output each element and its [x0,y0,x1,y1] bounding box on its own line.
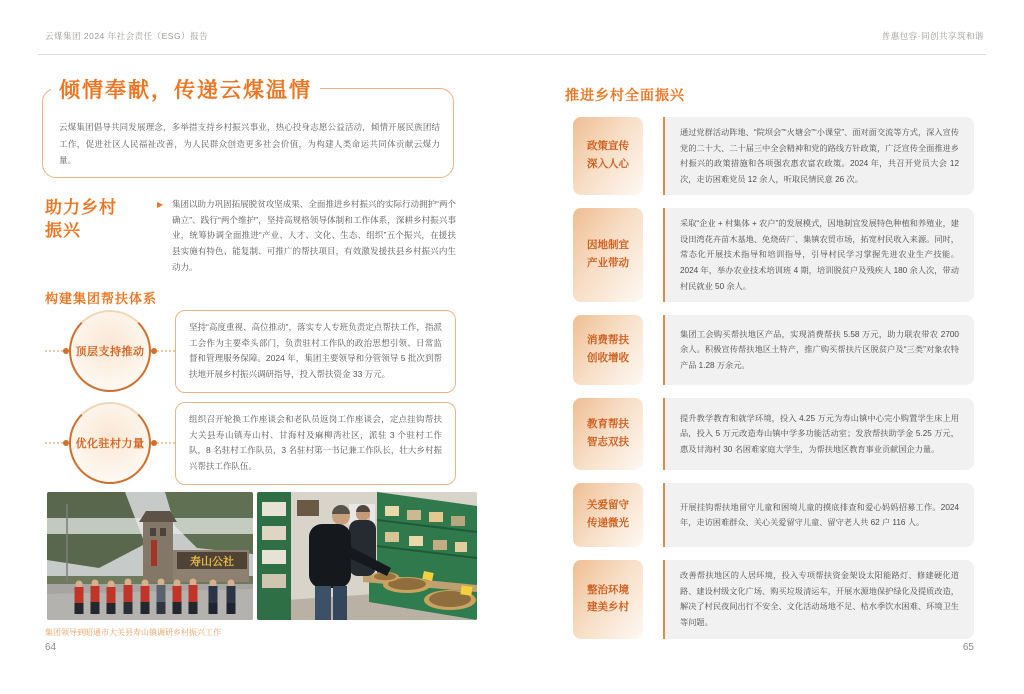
page-number-left: 64 [45,642,57,653]
page-title: 倾情奉献，传递云煤温情 [51,74,320,104]
item-body-box [663,315,974,385]
photo-shop-visit [257,492,477,620]
item-label: 关爱留守 传递微光 [573,483,643,547]
support-item-badge [69,310,151,392]
support-item-top-level [45,310,456,393]
item-left-behind-care [573,483,974,547]
spacer [643,117,663,195]
item-body-text: 采取“企业 + 村集体 + 农户”的发展模式，因地制宜发展特色种植和养殖业，建设田湾花卉苗木基地、免烧砖厂、集镇农贸市场，拓宽村民收入来源。同时，常态化开展技术指导和培训指导，引导村民学习掌握先进农业生产技能。2024 年，举办农业技术培训班 4 期，培训脱贫户及残疾人 180 余人次，带动村民就业 50 余人。 [680,219,959,291]
item-environment-improvement [573,560,974,638]
photo-shop-visit-illustration [257,492,477,620]
support-item-label: 顶层支持推动 [75,346,145,359]
support-item-badge-cluster [45,310,175,392]
support-item-badge-cluster [45,402,175,484]
support-item-badge [69,402,151,484]
item-body-box [663,117,974,195]
dotted-connector [157,442,175,444]
report-title-running-head: 云煤集团 2024 年社会责任（ESG）报告 [45,31,209,41]
section-heading-rural-revitalization: 助力乡村 振兴 [45,198,117,240]
subsection-heading-support-system: 构建集团帮扶体系 [45,291,158,306]
support-item-label: 优化驻村力量 [75,438,145,451]
item-policy-publicity [573,117,974,195]
photo-strip [47,492,477,620]
item-body-box [663,560,974,638]
spacer [643,208,663,302]
spacer [643,398,663,470]
photo-village-group-illustration [47,492,253,620]
item-label: 政策宣传 深入人心 [573,117,643,195]
item-body-text: 改善帮扶地区的人居环境，投入专项帮扶资金架设太阳能路灯、修建硬化道路、建设村级文化广场、购买垃圾清运车，开展水源地保护绿化及提质改造，解决了村民夜间出行不安全、文化活动场地不足、枯水季饮水困难、环境卫生等问题。 [680,571,959,627]
item-body-text: 开展挂钩帮扶地留守儿童和困境儿童的摸底排查和爱心妈妈招募工作。2024 年，走访困难群众、关心关爱留守儿童、留守老人共 62 户 116 人。 [680,502,959,528]
item-body-box [663,398,974,470]
support-item-village-teams [45,402,456,485]
support-item-text: 组织召开轮换工作座谈会和老队员返岗工作座谈会，定点挂钩帮扶大关县寿山镇寿山村、甘海村及麻柳湾社区，派驻 3 个驻村工作队，8 名驻村工作队员，3 名驻村第一书记兼工作队长，壮大乡村振兴帮扶工作队伍。 [175,402,456,485]
rural-revitalization-text: 集团以助力巩固拓展脱贫攻坚成果、全面推进乡村振兴的实际行动拥护“两个确立”、践行“两个维护”，坚持高规格领导体制和工作体系，深耕乡村振兴事业，统筹协调全面推进“产业、人才、文化、生态、组织”五个振兴，在援扶县实施有特色、能复制、可推广的帮扶项目，有效激发援扶县乡村振兴内生动力。 [172,199,456,272]
spacer [643,315,663,385]
item-label: 因地制宜 产业带动 [573,208,643,302]
item-body-text: 集团工会购买帮扶地区产品，实现消费帮扶 5.58 万元，助力联农带农 2700 余人。积极宣传帮扶地区土特产，推广购买帮扶片区脱贫户及“三类”对象农特产品 1.28 万余元。 [680,329,959,370]
hero-intro-text: 云煤集团倡导共同发展理念，多举措支持乡村振兴事业，热心投身志愿公益活动，倾情开展民族团结工作，促进社区人民福祉改善，为人民群众创造更多社会价值，为构建人类命运共同体贡献云煤力量。 [59,122,440,166]
spacer [643,483,663,547]
chapter-running-head: 普惠包容·同创共享筑和谐 [881,31,984,41]
header-divider [38,54,986,55]
item-education-assistance [573,398,974,470]
page-number-right: 65 [962,642,974,653]
dotted-connector [45,350,63,352]
dotted-connector [45,442,63,444]
hero-callout-box [42,79,454,178]
item-label: 整治环境 建美乡村 [573,560,643,638]
support-item-text: 坚持“高度重视、高位推动”，落实专人专班负责定点帮扶工作，指派工会作为主要牵头部门，负责驻村工作队的政治思想引领、日常监督和管理服务保障。2024 年，集团主要领导和分管领导 5 批次到帮扶地开展乡村振兴调研指导，投入帮扶资金 33 万元。 [175,310,456,393]
spacer [643,560,663,638]
item-body-text: 提升教学教育和就学环境，投入 4.25 万元为寿山镇中心完小购置学生床上用品，投入 5 万元改造寿山镇中学多功能活动室；发放帮扶助学金 5.25 万元，惠及甘海村 30 名困难家庭大学生，为帮扶地区教育事业贡献国企力量。 [680,413,959,454]
item-label: 消费帮扶 创收增收 [573,315,643,385]
arrow-icon: ▶ [157,200,164,209]
dotted-connector [157,350,175,352]
item-consumption-assistance [573,315,974,385]
item-body-box [663,208,974,302]
photo-village-group [47,492,253,620]
photo-sign-text: 寿山公社 [190,556,234,568]
section-heading-advance-revitalization: 推进乡村全面振兴 [565,87,685,103]
revitalization-items [573,117,974,639]
item-body-text: 通过党群活动阵地、“院坝会”“火塘会”“小课堂”、面对面交流等方式，深入宣传党的二十大、二十届三中全会精神和党的路线方针政策，广泛宣传全面推进乡村振兴的政策措施和各项强农惠农富农政策。2024 年，共召开党员大会 12 次，走访困难党员 12 余人，听取民情民意 26 次。 [680,128,959,184]
photo-caption: 集团领导到昭通市大关县寿山镇调研乡村振兴工作 [45,628,221,637]
item-industry-drive [573,208,974,302]
item-body-box [663,483,974,547]
item-label: 教育帮扶 智志双扶 [573,398,643,470]
